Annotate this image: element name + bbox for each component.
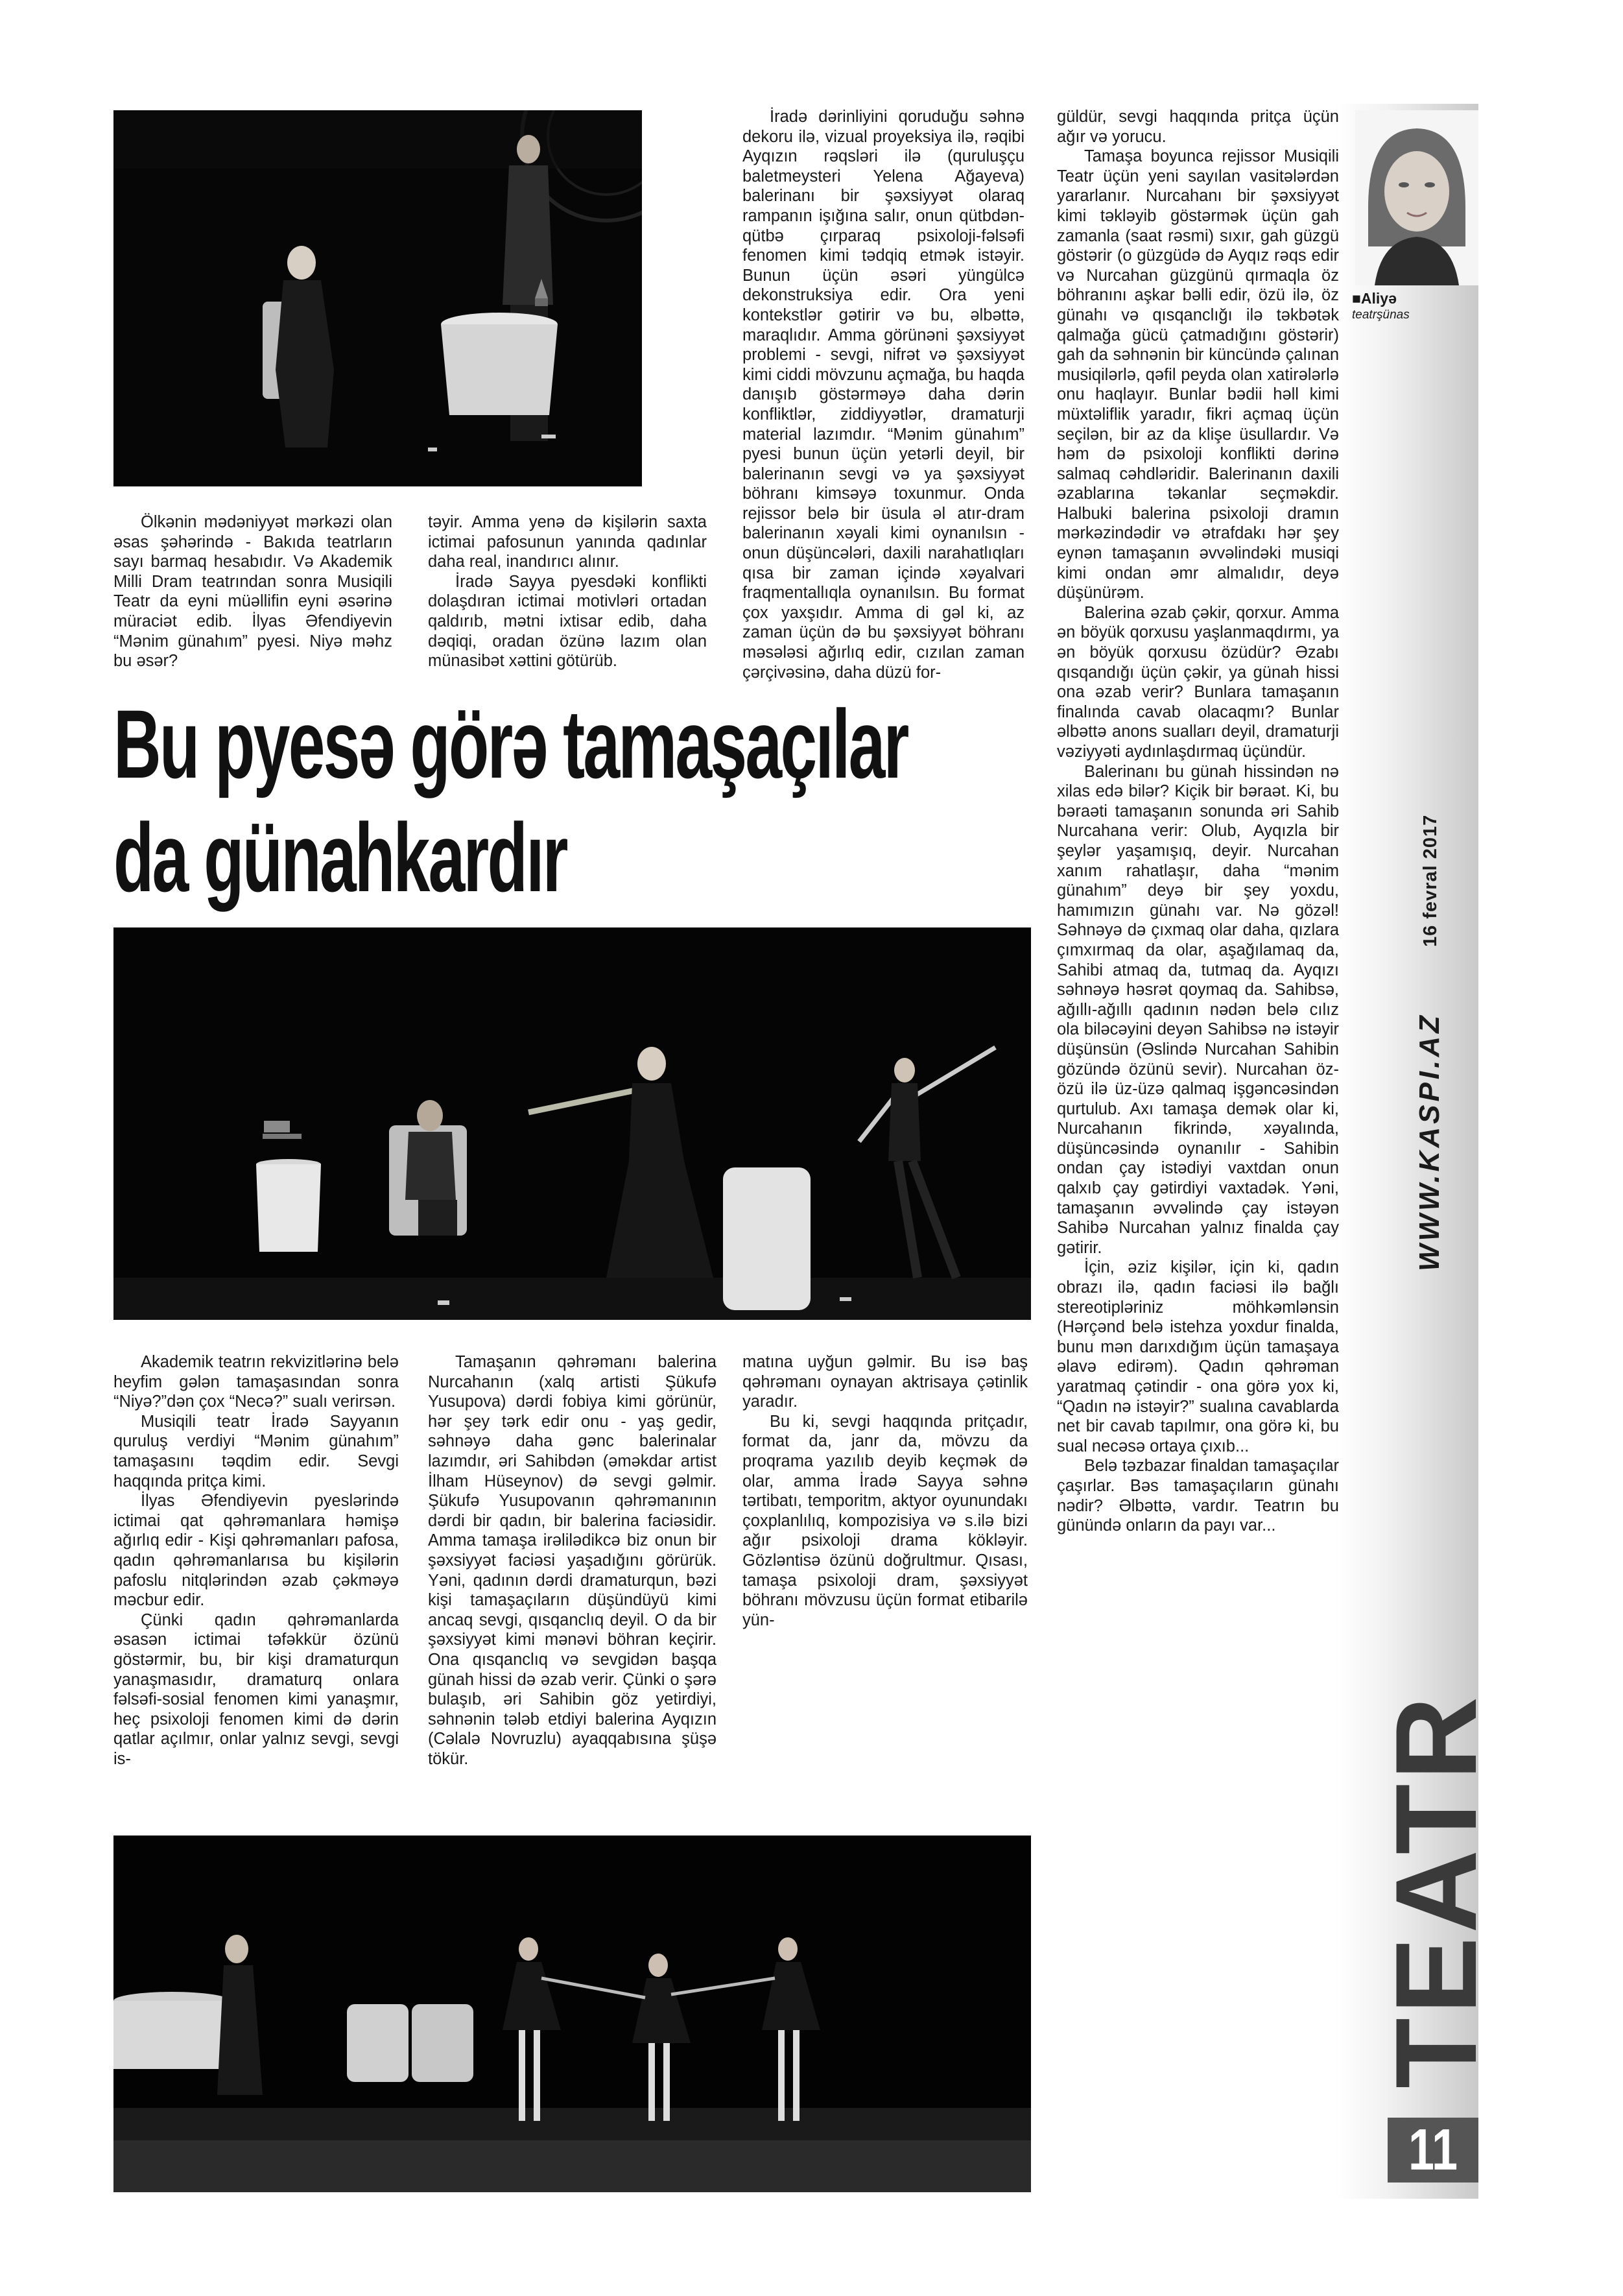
author-photo xyxy=(1355,110,1478,285)
article-column-4 xyxy=(1057,107,1339,1536)
paragraph: Balerina əzab çəkir, qorxur. Amma ən böyük qorxusu yaşlanmaqdırmı, ya ən böyük qorxusu özüdür? Əzabı qısqandığı üçün çəkir, ya günah hissi ona əzab verir? Bunlara tamaşanın finalında cavab olacaqmı? Bunlar əlbəttə anons sualları deyil, dramaturji vəziyyəti aydınlaşdırmaq üçündür. xyxy=(1057,603,1339,761)
paragraph: İradə dərinliyini qoruduğu səhnə dekoru ilə, vizual proyeksiya ilə, rəqibi Ayqızın rəqsləri ilə (quruluşçu baletmeysteri Yelena Ağayeva) balerinanı bir şəxsiyyət olaraq rampanın işığına salır, onun qütbdən-qütbə çırparaq psixoloji-fəlsəfi fenomen kimi tədqiq etmək istəyir. Bunun üçün əsəri yüngülcə dekonstruksiya edir. Ora yeni kontekstlər gətirir və bu, əlbəttə, maraqlıdır. Amma görünəni şəxsiyyət problemi - sevgi, nifrət və şəxsiyyət kimi ciddi mövzunu açmağa, bu haqda danışıb göstərməyə daha dərin konfliktlər, ziddiyyətlər, dramaturji material lazımdır. “Mənim günahım” pyesi bunun üçün yetərli deyil, bir balerinanın sevgi və ya şəxsiyyət böhranı kimsəyə toxunmur. Onda rejissor belə bir üsula əl atır-dram balerinanın xəyali kimi oynanılsın - onun düşüncələri, daxili narahatlıqları qısa bir zaman içində xəyalvari fraqmentallıqla oynanılsın. Bu format çox yaxşıdır. Amma di gəl ki, az zaman üçün də bu şəxsiyyət böhranı məsələsi ağırlıq edir, cızılan zaman çərçivəsinə, daha düzü for- xyxy=(742,108,1025,682)
article-column-2-bottom xyxy=(428,1352,717,1769)
section-title: TEATR xyxy=(1371,1692,1500,2088)
bullet-square-icon: ■ xyxy=(1352,290,1361,307)
photo-stage-scene-3 xyxy=(113,1836,1031,2192)
paragraph: Tamaşa boyunca rejissor Musiqili Teatr üçün yeni sayılan vasitələrdən yararlanır. Nurcahanı bir şəxsiyyət kimi təkləyib göstərmək üçün gah zamanla (saat rəsmi) sıxır, gah güzgü göstərir (o güzgüdə də Ayqız rəqs edir və Nurcahan güzgünü qırmaqla öz böhranını aşkar bəlli edir, özü ilə, öz günahı və qısqanclığı ilə təkbətək qalmağa gücü çatmadığını göstərir) gah da səhnənin bir küncündə çalınan musiqilərlə, qəfil peyda olan xatirələrlə onu haqlayır. Bunlar bədii həll kimi müxtəliflik yaradır, fikri açmaq üçün seçilən, bir az da klişe üsullardır. Və həm də psixoloji konflikti dərinə salmaq cəhdləridir. Balerinanın daxili əzablarına təkanlar seçməkdir. Halbuki balerina psixoloji dramın mərkəzindədir və ətrafdakı hər şey eynən tamaşanın əvvəlindəki musiqi kimi ondan əmr almalıdır, deyə düşünürəm. xyxy=(1057,147,1339,603)
article-column-1-bottom xyxy=(113,1352,399,1769)
author-byline xyxy=(1352,291,1482,323)
paragraph: İradə Sayya pyesdəki konflikti dolaşdıran ictimai motivləri ortadan qaldırıb, mətni ixtisar edib, daha dəqiqi, oradan özünə lazım olan münasibət xəttini götürüb. xyxy=(428,572,707,671)
photo-stage-scene-1 xyxy=(113,110,642,486)
article-column-3-top xyxy=(742,107,1025,682)
paragraph: matına uyğun gəlmir. Bu isə baş qəhrəmanı oynayan aktrisaya çətinlik yaradır. xyxy=(742,1353,1028,1411)
article-column-3-bottom xyxy=(742,1352,1028,1630)
paragraph: Balerinanı bu günah hissindən nə xilas edə bilər? Kiçik bir bəraət. Ki, bu bəraəti tamaşanın sonunda əri Sahib Nurcahana verir: Olub, Ayqızla bir şeylər yaşamışıq, deyir. Nurcahan xanım rahatlaşır, daha “mənim günahım” deyə bir şey yoxdu, hamımızın günahı var. Nə gözəl! Səhnəyə də çıxmaq olar daha, qızlara çımxırmaq da olar, aşağılamaq da, Sahibi atmaq da, tutmaq da. Ayqızı səhnəyə həsrət qoymaq da. Sahibsə, ağıllı-ağıllı qadının nədən belə cılız ola biləcəyini deyən Sahibsə nə istəyir düşünsün (Əslində Nurcahan Sahibin gözündə özünü sevir). Nurcahan öz-özü ilə üz-üzə qalmaq işgəncəsindən qurtulub. Axı tamaşa demək olar ki, Nurcahanın fikrində, xəyalında, düşüncəsində oynanılır - Sahibin ondan çay istədiyi vaxtdan onun qalxıb çay gətirdiyi vaxtadək. Yəni, tamaşanın əvvəlində çay istəyən Sahibə Nurcahan yalnız finalda çay gətirir. xyxy=(1057,762,1339,1257)
photo-stage-scene-2 xyxy=(113,927,1031,1320)
paragraph: Akademik teatrın rekvizitlərinə belə heyfim gələn tamaşasından sonra “Niyə?”dən çox “Necə?” sualı verirsən. xyxy=(113,1353,399,1411)
author-role: teatrşünas xyxy=(1352,308,1410,322)
paragraph: Bu ki, sevgi haqqında pritçadır, format da, janr da, mövzu da proqrama yazılıb deyib keçmək də olar, amma İradə Sayya səhnə tərtibatı, temporitm, aktyor oyunundakı çoxplanlılıq, kompozisiya və s.ilə bizi ağır psixoloji drama kökləyir. Gözləntisə özünü doğrultmur. Qısası, tamaşa psixoloji dram, şəxsiyyət böhranı mövzusu üçün format etibarilə yün- xyxy=(742,1412,1028,1629)
paragraph: güldür, sevgi haqqında pritça üçün ağır və yorucu. xyxy=(1057,108,1339,146)
page-number xyxy=(1388,2118,1478,2182)
author-name: Aliyə xyxy=(1360,290,1397,307)
article-column-1-top xyxy=(113,512,392,671)
website-url[interactable]: WWW.KASPI.AZ xyxy=(1414,1012,1445,1271)
issue-date: 16 fevral 2017 xyxy=(1420,814,1441,947)
paragraph: təyir. Amma yenə də kişilərin saxta ictimai pafosunun yanında qadınlar daha real, inandırıcı alınır. xyxy=(428,513,707,571)
paragraph: Ölkənin mədəniyyət mərkəzi olan əsas şəhərində - Bakıda teatrların sayı barmaq hesabıdır. Və Akademik Milli Dram teatrından sonra Musiqili Teatr da eyni müəllifin eyni əsərinə müraciət edib. İlyas Əfendiyevin “Mənim günahım” pyesi. Niyə məhz bu əsər? xyxy=(113,513,392,671)
headline-line-2: da günahkardır xyxy=(113,803,567,912)
paragraph: Belə təzbazar finaldan tamaşaçılar çaşırlar. Bəs tamaşaçıların günahı nədir? Əlbəttə, vardır. Teatrın bu günündə onların da payı var... xyxy=(1057,1457,1339,1535)
headline-line-1: Bu pyesə görə tamaşaçılar xyxy=(113,689,908,798)
paragraph: Tamaşanın qəhrəmanı balerina Nurcahanın (xalq artisti Şükufə Yusupova) dərdi fobiya kimi görünür, hər şey tərk edir onu - yaş gedir, səhnəyə daha gənc balerinalar lazımdır, əri Sahibdən (əməkdar artist İlham Hüseynov) də sevgi gəlmir. Şükufə Yusupovanın qəhrəmanının dərdi bir qadın, bir balerina faciəsidir. Amma tamaşa irəlilədikcə biz onun bir şəxsiyyət faciəsi yaşadığını görürük. Yəni, qadının dərdi dramaturqun, bəzi kişi tamaşaçıların düşündüyü kimi ancaq sevgi, qısqanclıq deyil. O da bir şəxsiyyət kimi mənəvi böhran keçirir. Ona qısqanclıq və sevgidən başqa günah hissi də əzab verir. Çünki o şərə bulaşıb, əri Sahibin göz yetirdiyi, səhnənin tələb etdiyi balerina Ayqızın (Cəlalə Novruzlu) ayaqqabısına şüşə tökür. xyxy=(428,1353,717,1768)
article-column-2-top xyxy=(428,512,707,671)
author-name-row xyxy=(1352,291,1482,307)
headline xyxy=(113,688,1034,915)
paragraph: İlyas Əfendiyevin pyeslərində ictimai qat qəhrəmanlara həmişə ağırlıq edir - Kişi qəhrəmanları pafosa, qadın qəhrəmanlarısa bu kişilərin pafoslu nitqlərindən əzab çəkməyə məcbur edir. xyxy=(113,1492,399,1610)
paragraph: Musiqili teatr İradə Sayyanın quruluş verdiyi “Mənim günahım” tamaşasını təqdim edir. Sevgi haqqında pritça kimi. xyxy=(113,1412,399,1490)
paragraph: İçin, əziz kişilər, için ki, qadın obrazı ilə, qadın faciəsi ilə bağlı stereotipləriniz möhkəmlənsin (Hərçənd belə istehza yoxdur finalda, bunu mən darıxdığım üçün tamaşaya əlavə edirəm). Qadın qəhrəman yaratmaq çətindir - ona görə yox ki, “Qadın nə istəyir?” sualına cavablarda net bir cavab tapılmır, ona görə ki, bu sual necəsə ortaya çıxıb... xyxy=(1057,1258,1339,1455)
paragraph: Çünki qadın qəhrəmanlarda əsasən ictimai təfəkkür özünü göstərmir, bu, bir kişi dramaturqun yanaşmasıdır, dramaturq onlara fəlsəfi-sosial fenomen kimi yanaşmır, heç psixoloji fenomen kimi də dərin qatlar açılmır, onlar yalnız sevgi, sevgi is- xyxy=(113,1610,399,1768)
page-number-text: 11 xyxy=(1408,2118,1458,2182)
